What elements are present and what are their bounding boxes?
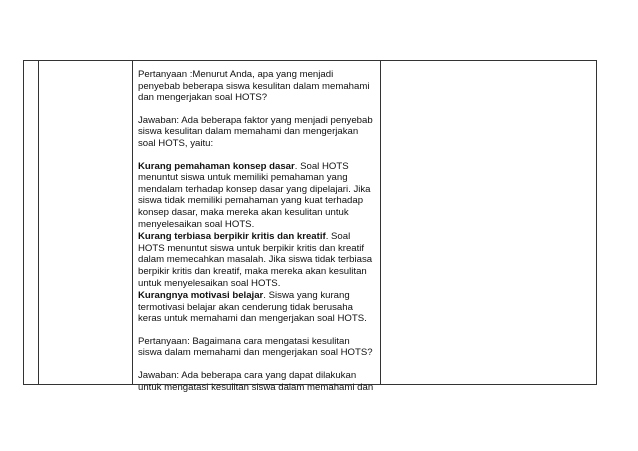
question-2: Pertanyaan: Bagaimana cara mengatasi kesulitan siswa dalam memahami dan mengerjakan soal HOTS? bbox=[138, 335, 373, 359]
table-left-border bbox=[23, 60, 24, 385]
answer-2-intro: Jawaban: Ada beberapa cara yang dapat dilakukan untuk mengatasi kesulitan siswa dalam memahami dan bbox=[138, 370, 374, 393]
table-right-border bbox=[596, 60, 597, 385]
factor-3: Kurangnya motivasi belajar. Siswa yang kurang termotivasi belajar akan cenderung tidak berusaha keras untuk memahami dan mengerjakan soal HOTS. bbox=[138, 290, 367, 325]
table-top-border bbox=[23, 60, 597, 61]
factor-1: Kurang pemahaman konsep dasar. Soal HOTS menuntut siswa untuk memiliki pemahaman yang mendalam terhadap konsep dasar yang dipelajari. Jika siswa tidak memiliki pemahaman yang kuat terhadap konsep dasar, maka mereka akan kesulitan untuk menyelesaikan soal HOTS. bbox=[138, 160, 371, 230]
column-divider-1 bbox=[38, 60, 39, 385]
answer-1-intro: Jawaban: Ada beberapa faktor yang menjadi penyebab siswa kesulitan dalam memahami dan mengerjakan soal HOTS, yaitu: bbox=[138, 114, 373, 149]
middle-cell-content bbox=[138, 69, 376, 404]
column-divider-3 bbox=[380, 60, 381, 385]
question-1: Pertanyaan :Menurut Anda, apa yang menjadi penyebab beberapa siswa kesulitan dalam memahami dan mengerjakan soal HOTS? bbox=[138, 69, 370, 104]
factor-2: Kurang terbiasa berpikir kritis dan kreatif. Soal HOTS menuntut siswa untuk berpikir kritis dan kreatif dalam memecahkan masalah. Jika siswa tidak terbiasa berpikir kritis dan kreatif, maka mereka akan kesulitan untuk menyelesaikan soal HOTS. bbox=[138, 231, 373, 289]
column-divider-2 bbox=[132, 60, 133, 385]
